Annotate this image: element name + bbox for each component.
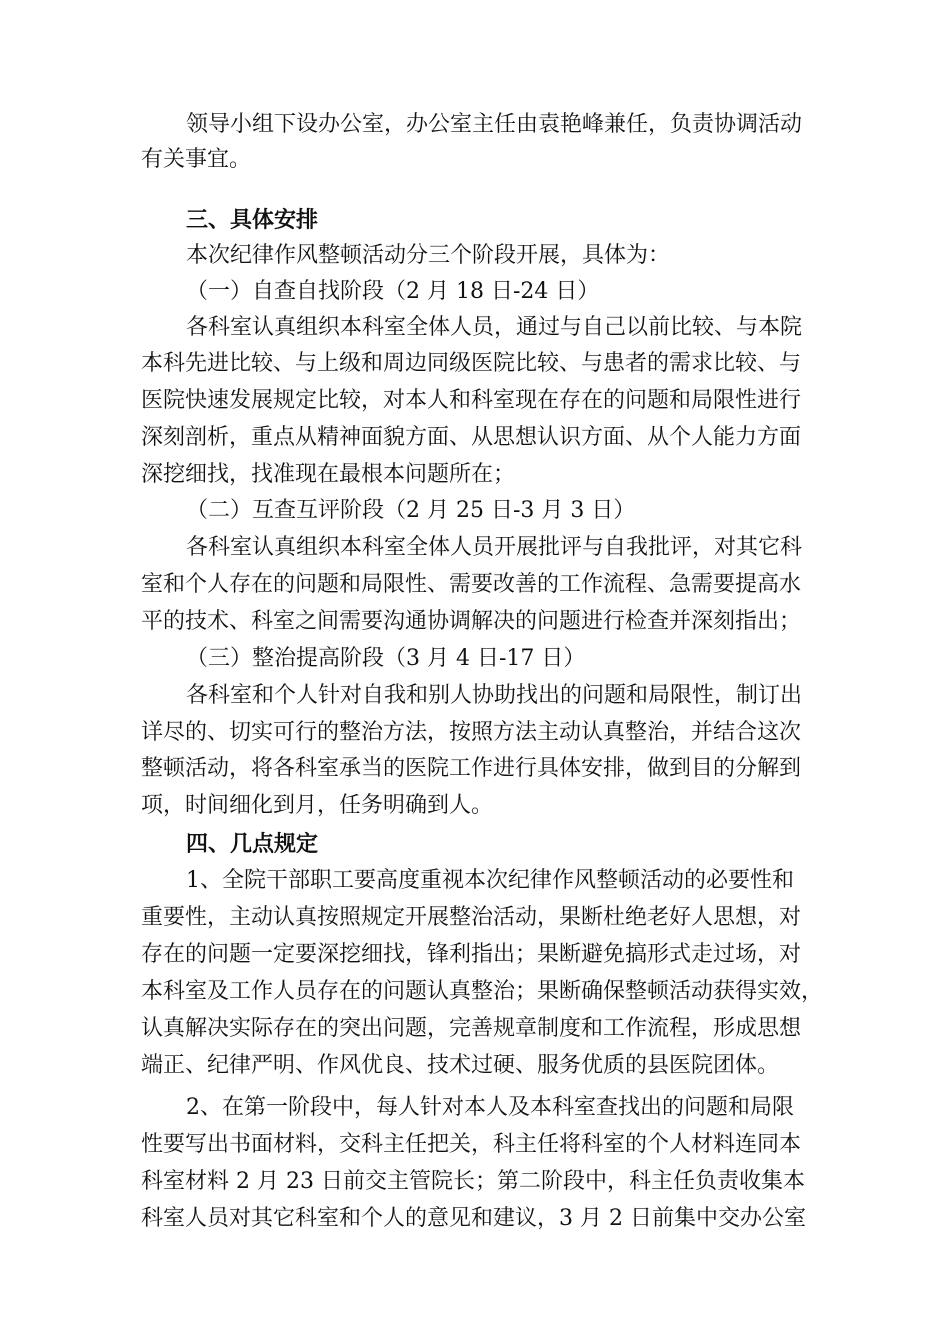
section-heading: 四、几点规定 (186, 832, 319, 857)
section-heading: 三、具体安排 (186, 208, 319, 233)
subsection-heading: （一）自查自找阶段（2 月 18 日-24 日） (186, 279, 600, 304)
paragraph-line: 端正、纪律严明、作风优良、技术过硬、服务优质的县医院团体。 (141, 1053, 780, 1078)
paragraph-line: 各科室认真组织本科室全体人员，通过与自己以前比较、与本院 (186, 315, 803, 340)
paragraph-line: 本科室及工作人员存在的问题认真整治；果断确保整顿活动获得实效， (141, 979, 824, 1004)
paragraph-line: 项，时间细化到月，任务明确到人。 (141, 793, 494, 818)
paragraph-line: 整顿活动，将各科室承当的医院工作进行具体安排，做到目的分解到 (141, 756, 802, 781)
paragraph-line: 各科室认真组织本科室全体人员开展批评与自我批评，对其它科 (186, 535, 803, 560)
paragraph-line: 科室材料 2 月 23 日前交主管院长；第二阶段中，科主任负责收集本 (141, 1169, 805, 1194)
paragraph-line: 各科室和个人针对自我和别人协助找出的问题和局限性，制订出 (186, 683, 803, 708)
paragraph-line: 存在的问题一定要深挖细找，锋利指出；果断避免搞形式走过场，对 (141, 942, 802, 967)
paragraph-line: 2、在第一阶段中，每人针对本人及本科室查找出的问题和局限 (186, 1095, 794, 1120)
paragraph-line: 有关事宜。 (141, 147, 252, 172)
subsection-heading: （二）互查互评阶段（2 月 25 日-3 月 3 日） (186, 498, 636, 523)
paragraph-line: 平的技术、科室之间需要沟通协调解决的问题进行检查并深刻指出； (141, 609, 802, 634)
paragraph-line: 科室人员对其它科室和个人的意见和建议，3 月 2 日前集中交办公室 (141, 1206, 806, 1231)
paragraph-line: 本次纪律作风整顿活动分三个阶段开展，具体为： (186, 243, 671, 268)
paragraph-line: 性要写出书面材料，交科主任把关，科主任将科室的个人材料连同本 (141, 1132, 802, 1157)
paragraph-line: 深刻剖析，重点从精神面貌方面、从思想认识方面、从个人能力方面 (141, 425, 802, 450)
paragraph-line: 医院快速发展规定比较，对本人和科室现在存在的问题和局限性进行 (141, 388, 802, 413)
paragraph-line: 详尽的、切实可行的整治方法，按照方法主动认真整治，并结合这次 (141, 720, 802, 745)
paragraph-line: 1、全院干部职工要高度重视本次纪律作风整顿活动的必要性和 (186, 868, 794, 893)
paragraph-line: 重要性，主动认真按照规定开展整治活动，果断杜绝老好人思想，对 (141, 905, 802, 930)
paragraph-line: 领导小组下设办公室，办公室主任由袁艳峰兼任，负责协调活动 (186, 112, 803, 137)
paragraph-line: 室和个人存在的问题和局限性、需要改善的工作流程、急需要提高水 (141, 572, 802, 597)
paragraph-line: 深挖细找，找准现在最根本问题所在； (141, 462, 516, 487)
paragraph-line: 本科先进比较、与上级和周边同级医院比较、与患者的需求比较、与 (141, 351, 802, 376)
subsection-heading: （三）整治提高阶段（3 月 4 日-17 日） (186, 646, 586, 671)
paragraph-line: 认真解决实际存在的突出问题，完善规章制度和工作流程，形成思想 (141, 1016, 802, 1041)
